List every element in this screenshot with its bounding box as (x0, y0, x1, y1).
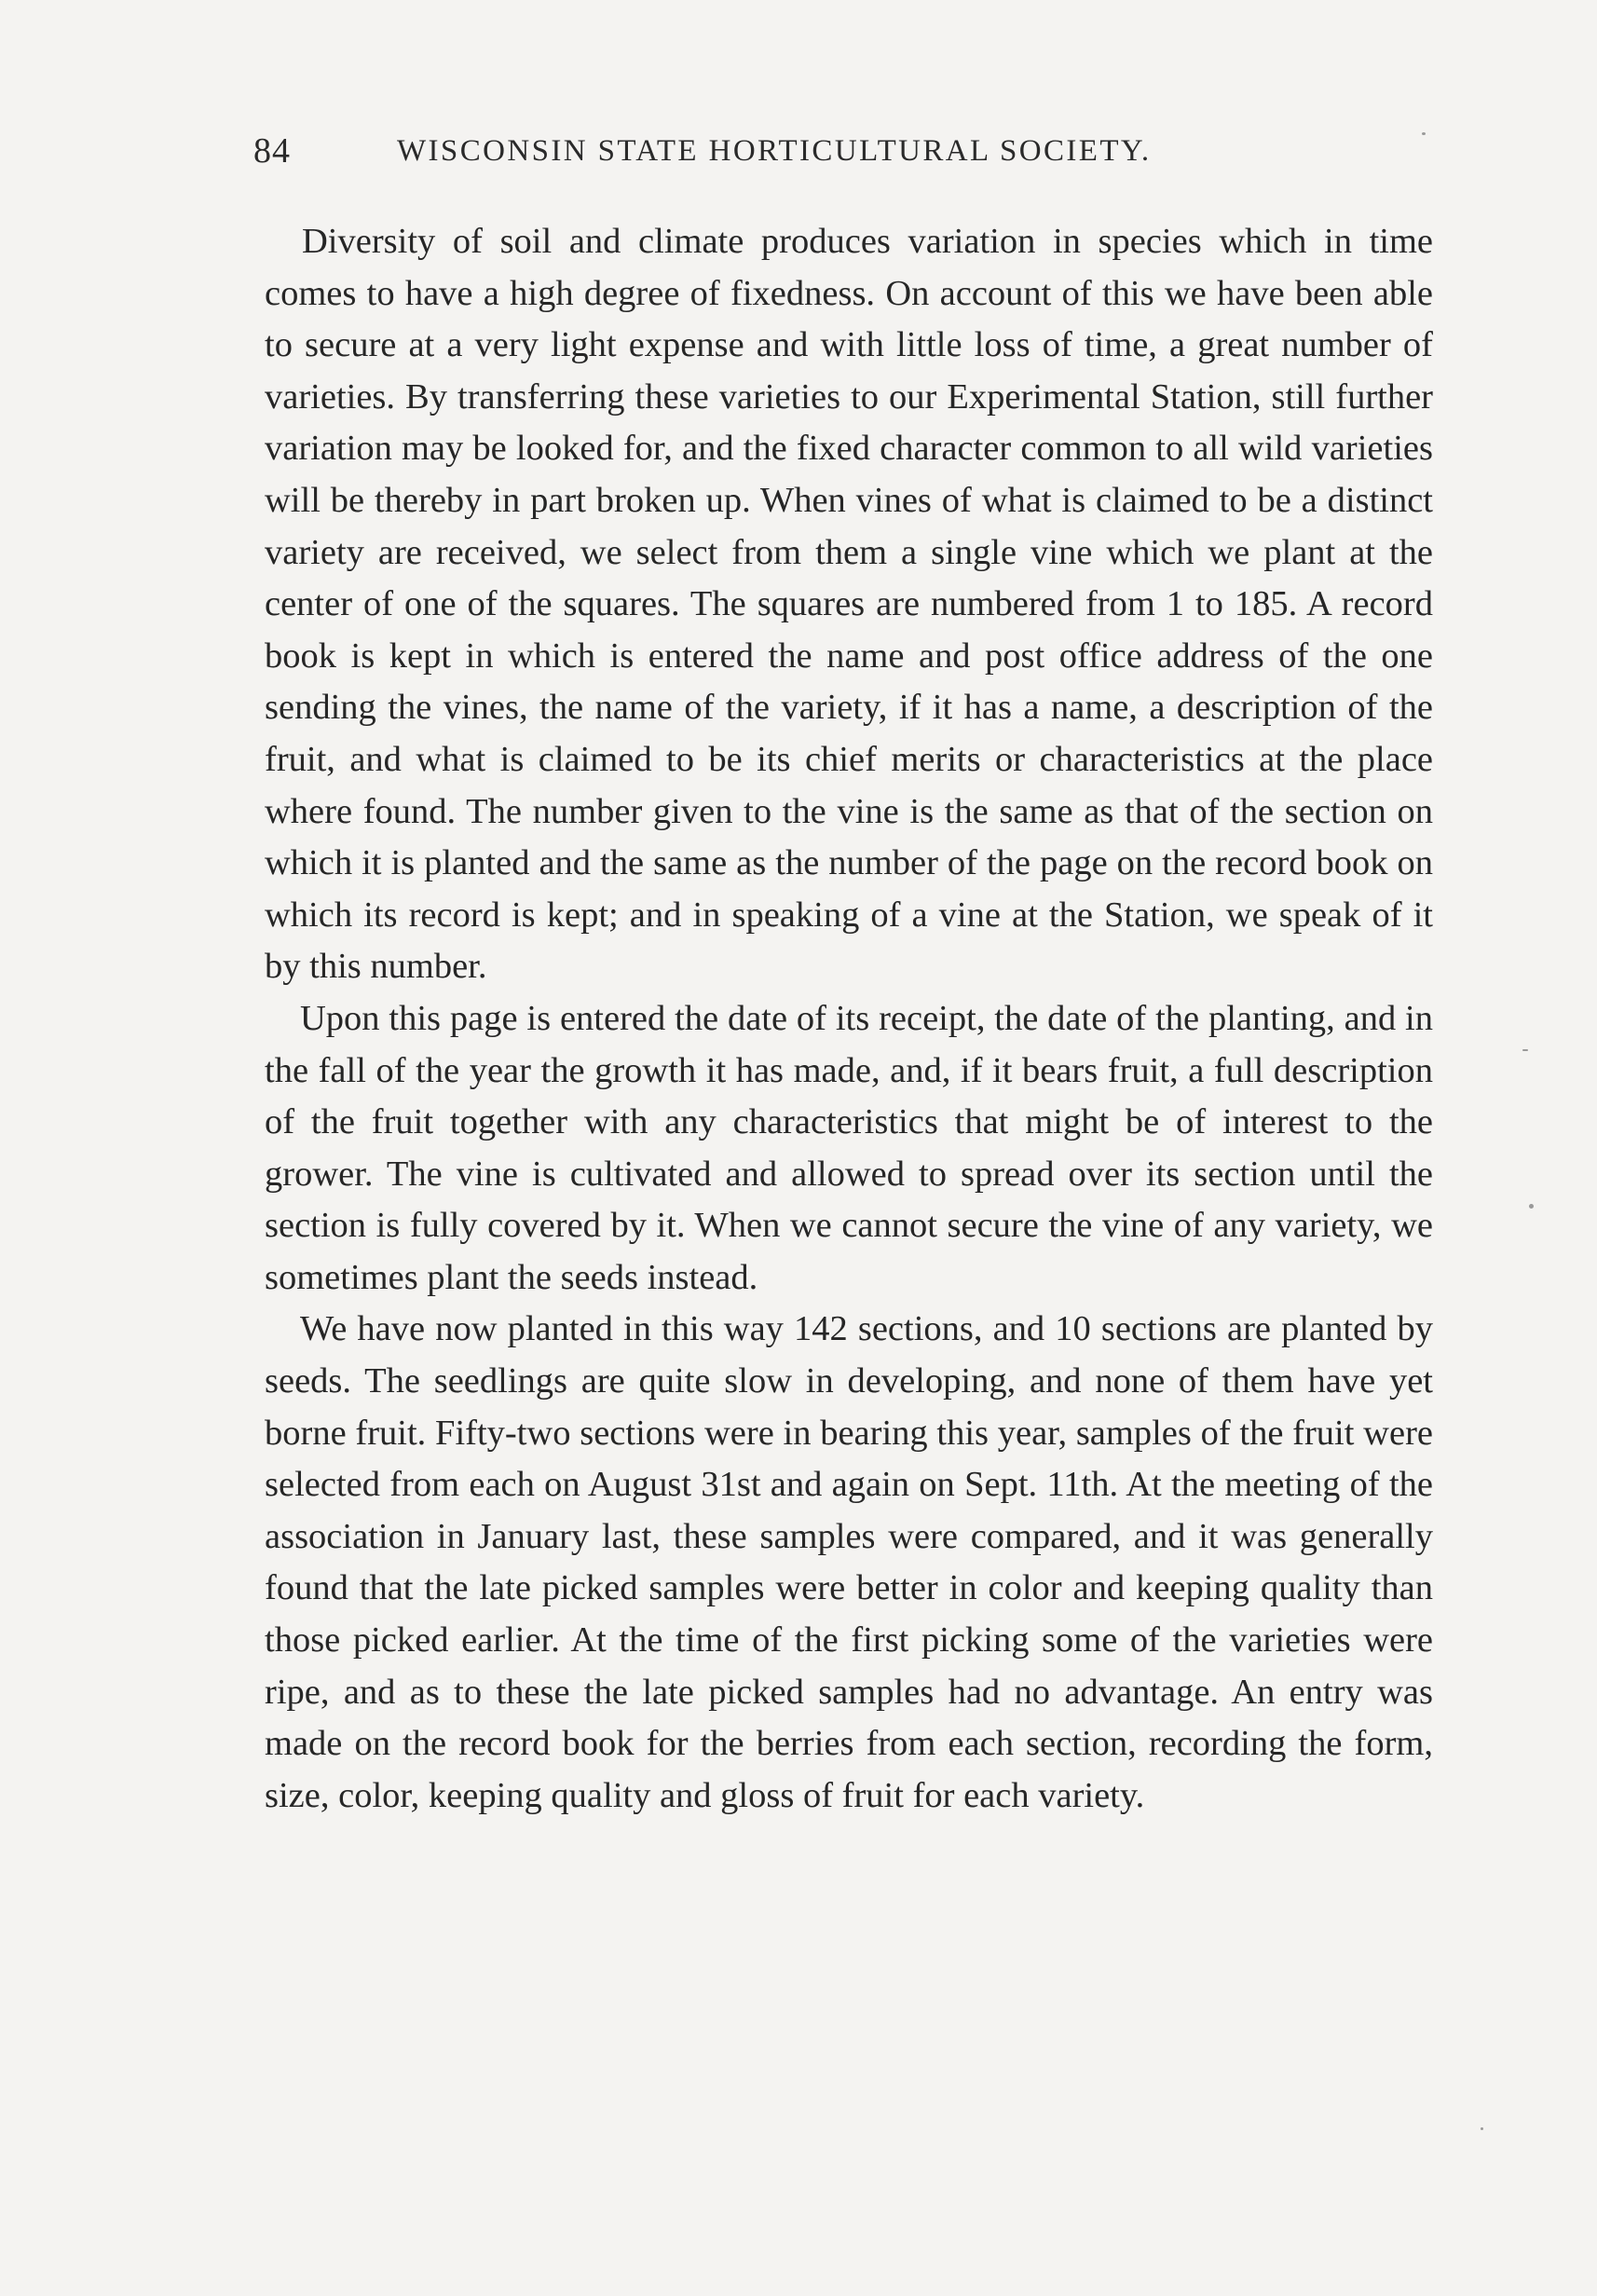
paragraph-1: Diversity of soil and climate produces variation in species which in time comes to have a high degree of fixedness. On account of this we have been able to secure at a very light expense and with little loss of time, a great number of varieties. By transferring these varieties to our Experimental Station, still further variation may be looked for, and the fixed character common to all wild varieties will be thereby in part broken up. When vines of what is claimed to be a distinct variety are received, we select from them a single vine which we plant at the center of one of the squares. The squares are numbered from 1 to 185. A record book is kept in which is entered the name and post office address of the one sending the vines, the name of the variety, if it has a name, a description of the fruit, and what is claimed to be its chief merits or characteristics at the place where found. The number given to the vine is the same as that of the section on which it is planted and the same as the number of the page on the record book on which its record is kept; and in speaking of a vine at the Station, we speak of it by this number. (265, 222, 1433, 987)
paper-speck (1422, 132, 1426, 135)
paper-speck (1481, 2127, 1483, 2130)
running-head: WISCONSIN STATE HORTICULTURAL SOCIETY. (397, 134, 1152, 168)
paper-speck (1522, 1049, 1528, 1051)
paragraph-3: We have now planted in this way 142 sections, and 10 sections are planted by seeds. The seedlings are quite slow in developing, and none of them have yet borne fruit. Fifty-two sections were in bearing this year, samples of the fruit were selected from each on August 31st and again on Sept. 11th. At the meeting of the association in January last, these samples were compared, and it was generally found that the late picked samples were better in color and keeping quality than those picked earlier. At the time of the first picking some of the varieties were ripe, and as to these the late picked samples had no advantage. An entry was made on the record book for the berries from each section, recording the form, size, color, keeping quality and gloss of fruit for each variety. (265, 1309, 1433, 1815)
paper-speck (1529, 1204, 1534, 1209)
page-number: 84 (253, 131, 291, 171)
paragraph-2: Upon this page is entered the date of its receipt, the date of the planting, and in the fall of the year the growth it has made, and, if it bears fruit, a full description of the fruit together with any characteristics that might be of interest to the grower. The vine is cultivated and allowed to spread over its section until the section is fully covered by it. When we cannot secure the vine of any variety, we sometimes plant the seeds instead. (265, 998, 1433, 1297)
body-text (265, 216, 1433, 1822)
page-header (253, 130, 1437, 186)
